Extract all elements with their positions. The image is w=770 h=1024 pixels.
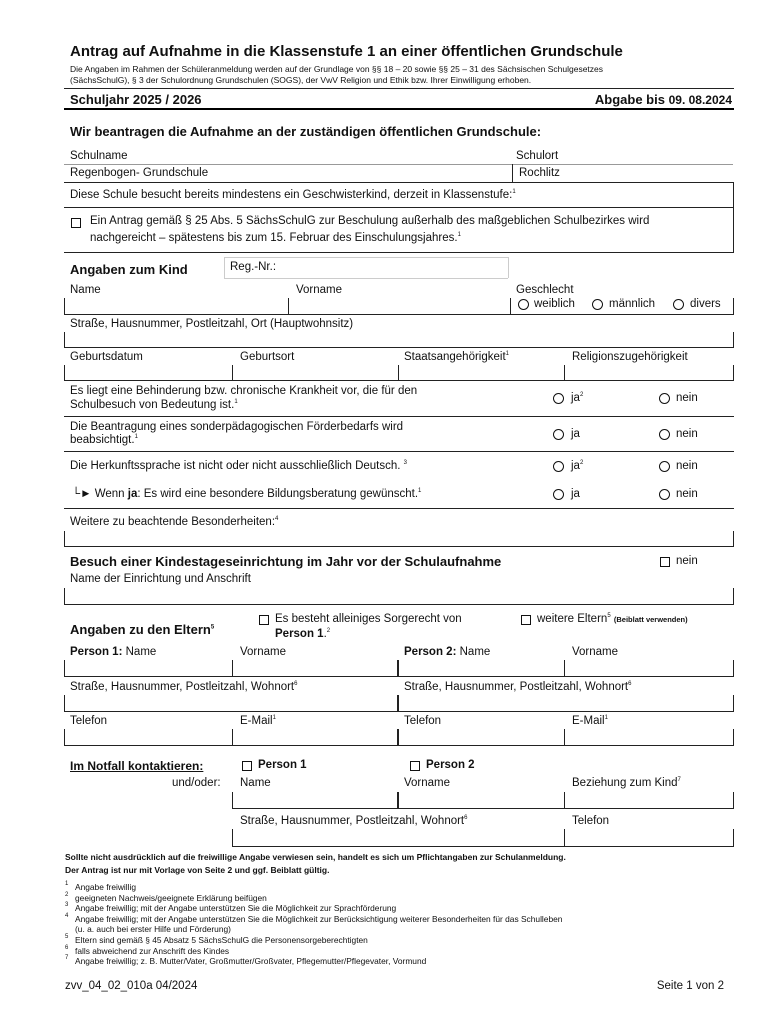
q4-main: : Es wird eine besondere Bildungsberatung gewünscht.	[137, 488, 419, 500]
schuljahr-sep: / 20	[161, 92, 188, 107]
footnote-item	[65, 935, 735, 946]
p2-email-field[interactable]	[566, 729, 732, 745]
emergency-person1-label: Person 1	[258, 759, 307, 771]
p2-bold: Person 2:	[404, 646, 457, 658]
child-vorname-label: Vorname	[296, 284, 343, 296]
schuljahr-label: Schuljahr 20	[70, 92, 148, 107]
q4-text	[72, 488, 421, 500]
intro-text-line1: Die Angaben im Rahmen der Schüleranmeldung werden auf der Grundlage von §§ 18 – 20 sowie §§ 25 – 31 des Sächsischen Schulgesetzes	[70, 64, 604, 74]
antrag-sup: 1	[457, 232, 461, 239]
p2-email-sup: 1	[604, 715, 608, 722]
q2-text-line2	[70, 434, 138, 446]
sorgerecht-line1: Es besteht alleiniges Sorgerecht von	[275, 613, 462, 625]
antrag-text-line1: Ein Antrag gemäß § 25 Abs. 5 SächsSchulG zur Beschulung außerhalb des maßgeblichen Schulbezirkes wird	[90, 215, 650, 227]
footnote-text: Angabe freiwillig; mit der Angabe unterstützen Sie die Möglichkeit zur Berücksichtigung weiterer Besonderheiten für das Schulleben	[75, 913, 563, 924]
emergency-vorname-field[interactable]	[400, 792, 563, 808]
p2-name-field[interactable]	[400, 660, 563, 676]
schulort-label: Schulort	[516, 150, 559, 162]
q2-line2-text: beabsichtigt.	[70, 434, 135, 446]
antrag-checkbox[interactable]	[71, 218, 81, 228]
q1-ja-label	[571, 392, 583, 404]
p2-telefon-field[interactable]	[400, 729, 563, 745]
sorgerecht-checkbox[interactable]	[259, 615, 269, 625]
sibling-sup: 1	[512, 189, 516, 196]
q4-sup: 1	[418, 488, 422, 495]
kita-nein-label: nein	[676, 555, 698, 567]
p2-address-sup: 6	[628, 681, 632, 688]
footnote-text: Angabe freiwillig; mit der Angabe unterstützen Sie die Möglichkeit zur Sprachförderung	[75, 903, 397, 914]
besonder-sup: 4	[275, 516, 279, 523]
p1-address-field[interactable]	[66, 695, 396, 711]
q2-sup: 1	[134, 434, 138, 441]
sibling-label: Diese Schule besucht bereits mindestens ein Geschwisterkind, derzeit in Klassenstufe:	[70, 189, 513, 201]
p1-address-sup: 6	[294, 681, 298, 688]
geschlecht-label: Geschlecht	[516, 284, 574, 296]
beziehung-field[interactable]	[566, 792, 732, 808]
emergency-address-text: Straße, Hausnummer, Postleitzahl, Wohnort	[240, 815, 465, 827]
staat-text: Staatsangehörigkeit	[404, 351, 506, 363]
besonder-text: Weitere zu beachtende Besonderheiten:	[70, 516, 276, 528]
q1-ja-text: ja	[571, 392, 580, 404]
schulort-field[interactable]: Rochlitz	[519, 167, 560, 179]
kita-name-field[interactable]	[66, 588, 732, 604]
p1-name-text: Name	[125, 646, 157, 658]
antrag-line2-text: nachgereicht – spätestens bis zum 15. Februar des Einschulungsjahres.	[90, 232, 458, 244]
q4-ja-label: ja	[571, 488, 580, 500]
p2-address-label	[404, 681, 631, 693]
footnote-item	[65, 914, 735, 925]
q3-radio-ja[interactable]	[553, 461, 564, 472]
child-vorname-field[interactable]	[290, 298, 508, 314]
p1-bold: Person 1:	[70, 646, 123, 658]
q2-radio-ja[interactable]	[553, 429, 564, 440]
weitere-text: weitere Eltern	[537, 613, 608, 625]
regnr-label: Reg.-Nr.:	[230, 261, 277, 273]
p2-name-text: Name	[459, 646, 491, 658]
p1-email-text: E-Mail	[240, 715, 273, 727]
p1-address-text: Straße, Hausnummer, Postleitzahl, Wohnort	[70, 681, 295, 693]
kita-heading: Besuch einer Kindestageseinrichtung im Jahr vor der Schulaufnahme	[70, 554, 502, 569]
emergency-address-label	[240, 815, 467, 827]
staatsangehoerigkeit-label	[404, 351, 509, 363]
schulname-label: Schulname	[70, 150, 128, 162]
emergency-telefon-field[interactable]	[566, 829, 732, 846]
q3-nein-label: nein	[676, 460, 698, 472]
q1-ja-sup: 2	[579, 392, 584, 399]
emergency-vorname-label: Vorname	[404, 777, 451, 789]
q3-sup: 3	[403, 460, 407, 467]
emergency-address-field[interactable]	[234, 829, 563, 846]
child-address-label: Straße, Hausnummer, Postleitzahl, Ort (Hauptwohnsitz)	[70, 318, 354, 330]
emergency-address-sup: 6	[464, 815, 468, 822]
schuljahr-row	[70, 92, 202, 107]
p1-name-label	[70, 646, 156, 658]
kita-nein-checkbox[interactable]	[660, 557, 670, 567]
footnote-number: 1	[65, 881, 69, 887]
school-heading: Wir beantragen die Aufnahme an der zuständigen öffentlichen Grundschule:	[70, 124, 542, 139]
beziehung-text: Beziehung zum Kind	[572, 777, 678, 789]
q2-ja-label: ja	[571, 428, 580, 440]
emergency-person2-checkbox[interactable]	[410, 761, 420, 771]
footnote-text: Angabe freiwillig	[75, 882, 136, 892]
q4-radio-ja[interactable]	[553, 489, 564, 500]
p2-vorname-field[interactable]	[566, 660, 732, 676]
q2-radio-nein[interactable]	[659, 429, 670, 440]
p1-telefon-label: Telefon	[70, 715, 108, 727]
abgabe-date[interactable]: 09. 08.20	[668, 93, 719, 107]
schuljahr-to[interactable]: 26	[187, 92, 202, 107]
footnote-item	[65, 882, 735, 893]
form-title: Antrag auf Aufnahme in die Klassenstufe 1 an einer öffentlichen Grundschule	[70, 43, 623, 60]
q4-bold: ja	[127, 488, 138, 500]
p1-vorname-label: Vorname	[240, 646, 287, 658]
religion-field[interactable]	[566, 365, 732, 380]
religion-label: Religionszugehörigkeit	[572, 351, 688, 363]
footnote-text: Angabe freiwillig; z. B. Mutter/Vater, Großmutter/Großvater, Pflegemutter/Pflegevater, Vormund	[75, 956, 427, 967]
weitere-sup: 5	[607, 613, 611, 620]
p2-address-field[interactable]	[400, 695, 732, 711]
besonderheiten-label	[70, 516, 278, 528]
footnote-item	[65, 924, 735, 935]
emergency-person1-checkbox[interactable]	[242, 761, 252, 771]
p1-address-label	[70, 681, 297, 693]
weitere-note: (Beiblatt verwenden)	[613, 615, 688, 624]
q2-text-line1: Die Beantragung eines sonderpädagogischen Förderbedarfs wird	[70, 421, 404, 433]
q4-prefix: Wenn	[94, 488, 125, 500]
gueltig-note: Der Antrag ist nur mit Vorlage von Seite 2 und ggf. Beiblatt gültig.	[65, 865, 330, 875]
form-code: zvv_04_02_010a 04/2024	[65, 980, 198, 992]
p1-email-sup: 1	[272, 715, 276, 722]
footnote-text: geeigneten Nachweis/geeignete Erklärung beifügen	[75, 892, 267, 903]
p2-address-text: Straße, Hausnummer, Postleitzahl, Wohnort	[404, 681, 629, 693]
geburtsort-label: Geburtsort	[240, 351, 295, 363]
pflicht-note: Sollte nicht ausdrücklich auf die freiwillige Angabe verwiesen sein, handelt es sich um Pflichtangaben zur Schulanmeldung.	[65, 852, 566, 862]
gender-divers-label: divers	[690, 298, 721, 310]
p2-email-text: E-Mail	[572, 715, 605, 727]
q1-radio-nein[interactable]	[659, 393, 670, 404]
q3-radio-nein[interactable]	[659, 461, 670, 472]
p2-name-label	[404, 646, 490, 658]
p1-email-field[interactable]	[234, 729, 396, 745]
intro-text-line2: (SächsSchulG), § 3 der Schulordnung Grundschulen (SOGS), der VwV Religion und Ethik bzw. Ihrer Einwilligung erhoben.	[70, 75, 532, 85]
footnote-text: Eltern sind gemäß § 45 Absatz 5 SächsSchulG die Personensorgeberechtigten	[75, 934, 368, 945]
parents-heading-text: Angaben zu den Eltern	[70, 622, 211, 637]
footnote-number: 5	[65, 933, 69, 940]
p2-vorname-label: Vorname	[572, 646, 619, 658]
q1-nein-label: nein	[676, 392, 698, 404]
parents-heading-sup: 5	[210, 624, 215, 631]
p2-telefon-label: Telefon	[404, 715, 442, 727]
besonderheiten-field[interactable]	[66, 531, 732, 546]
child-heading: Angaben zum Kind	[70, 262, 188, 277]
sorgerecht-line2	[275, 628, 330, 640]
p2-email-label	[572, 715, 608, 727]
q1-text-line2	[70, 399, 238, 411]
emergency-heading: Im Notfall kontaktieren:	[70, 759, 204, 773]
footnote-number: 7	[65, 955, 69, 962]
p1-name-field[interactable]	[66, 660, 231, 676]
abgabe-row	[595, 92, 732, 107]
staat-sup: 1	[505, 351, 509, 358]
undoder-label: und/oder:	[172, 777, 221, 789]
q1-text-line1: Es liegt eine Behinderung bzw. chronische Krankheit vor, die für den	[70, 385, 418, 397]
gender-radio-divers[interactable]	[673, 299, 684, 310]
footnote-number: 3	[65, 902, 69, 909]
abgabe-label: Abgabe bis	[594, 92, 665, 107]
geburtsort-field[interactable]	[234, 365, 397, 380]
q4-radio-nein[interactable]	[659, 489, 670, 500]
emergency-name-field[interactable]	[234, 792, 396, 808]
geburtsdatum-field[interactable]	[66, 365, 231, 380]
weitere-eltern-label	[537, 613, 688, 625]
footnote-item	[65, 946, 735, 957]
q3-ja-sup: 2	[579, 460, 584, 467]
gender-radio-maennlich[interactable]	[592, 299, 603, 310]
q1-sup: 1	[234, 399, 238, 406]
sorgerecht-tail: .	[323, 628, 327, 640]
q1-line2-text: Schulbesuch von Bedeutung ist.	[70, 399, 235, 411]
footnotes-list	[65, 882, 735, 967]
page-number: Seite 1 von 2	[656, 980, 724, 992]
regnr-field[interactable]	[282, 258, 506, 277]
abgabe-year[interactable]: 24	[718, 93, 732, 107]
footnote-number: 6	[65, 944, 69, 951]
geburtsdatum-label: Geburtsdatum	[70, 351, 143, 363]
p1-email-label	[240, 715, 276, 727]
footnote-item	[65, 893, 735, 904]
footnote-number: 2	[65, 891, 69, 898]
emergency-name-label: Name	[240, 777, 271, 789]
weitere-eltern-checkbox[interactable]	[521, 615, 531, 625]
sorgerecht-sup: 2	[326, 628, 331, 635]
q4-arrow-icon: └►	[72, 488, 92, 500]
parents-heading	[70, 622, 214, 637]
staatsangehoerigkeit-field[interactable]	[400, 365, 563, 380]
schuljahr-from[interactable]: 25	[147, 92, 162, 107]
gender-weiblich-label: weiblich	[534, 298, 575, 310]
beziehung-label	[572, 777, 681, 789]
beziehung-sup: 7	[677, 777, 681, 784]
footnote-item	[65, 903, 735, 914]
q3-ja-label	[571, 460, 583, 472]
schulname-field[interactable]: Regenbogen- Grundschule	[70, 167, 209, 179]
p1-telefon-field[interactable]	[66, 729, 231, 745]
emergency-person2-label: Person 2	[426, 759, 475, 771]
footnote-text: falls abweichend zur Anschrift des Kindes	[75, 945, 230, 956]
q4-nein-label: nein	[676, 488, 698, 500]
footnote-text: (u. a. auch bei erster Hilfe und Förderung)	[75, 924, 231, 935]
sorgerecht-person: Person 1	[275, 628, 324, 640]
kita-name-label: Name der Einrichtung und Anschrift	[70, 573, 251, 585]
q2-nein-label: nein	[676, 428, 698, 440]
q3-text	[70, 460, 407, 472]
gender-maennlich-label: männlich	[609, 298, 656, 310]
footnote-number: 4	[65, 912, 69, 919]
sibling-text	[70, 189, 516, 201]
p1-vorname-field[interactable]	[234, 660, 396, 676]
child-address-field[interactable]	[66, 332, 732, 347]
child-name-label: Name	[70, 284, 101, 296]
q3-ja-text: ja	[571, 460, 580, 472]
child-name-field[interactable]	[66, 298, 286, 314]
gender-radio-weiblich[interactable]	[518, 299, 529, 310]
footnote-item	[65, 956, 735, 967]
emergency-telefon-label: Telefon	[572, 815, 610, 827]
q3-text-main: Die Herkunftssprache ist nicht oder nicht ausschließlich Deutsch.	[70, 460, 401, 472]
antrag-text-line2	[90, 232, 461, 244]
q1-radio-ja[interactable]	[553, 393, 564, 404]
